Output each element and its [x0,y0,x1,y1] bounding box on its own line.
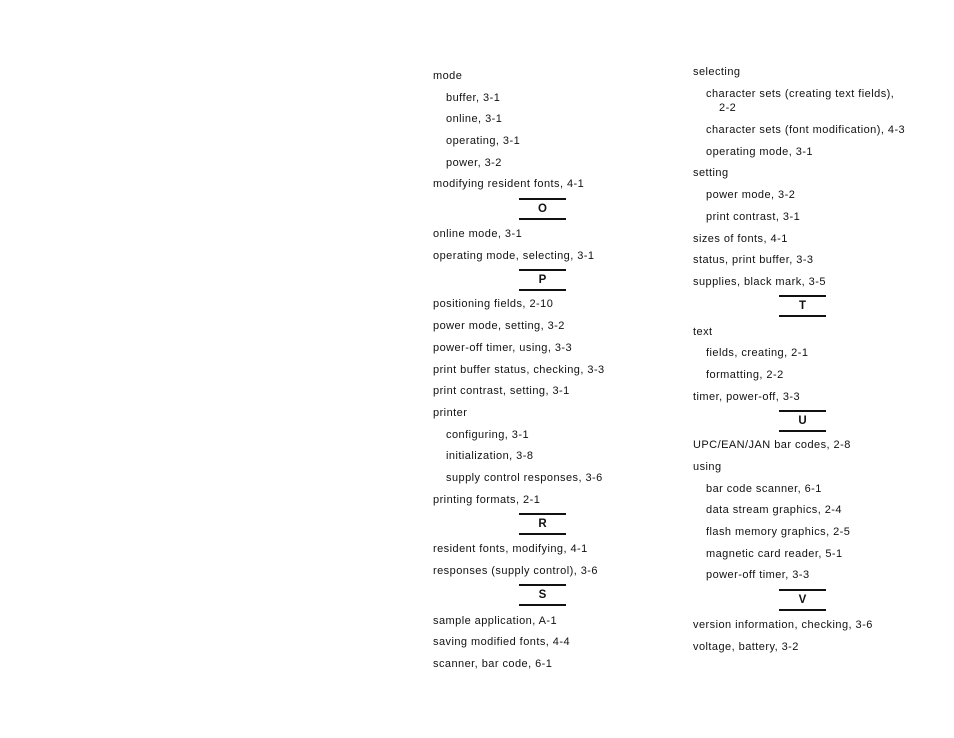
index-entry: online mode, 3-1 [433,228,523,240]
section-letter-s: S [519,584,566,606]
section-letter-u: U [779,410,826,432]
index-entry: resident fonts, modifying, 4-1 [433,543,588,555]
index-subentry: online, 3-1 [446,113,503,125]
index-entry: sizes of fonts, 4-1 [693,233,788,245]
section-letter-o: O [519,198,566,220]
index-entry: version information, checking, 3-6 [693,619,873,631]
index-entry: timer, power-off, 3-3 [693,391,801,403]
index-subentry-continued: 2-2 [719,102,737,114]
index-subentry: operating mode, 3-1 [706,146,814,158]
index-entry: print contrast, setting, 3-1 [433,385,570,397]
index-subentry: supply control responses, 3-6 [446,472,603,484]
index-subentry: formatting, 2-2 [706,369,784,381]
index-subentry: buffer, 3-1 [446,92,501,104]
index-entry: scanner, bar code, 6-1 [433,658,553,670]
index-entry: power-off timer, using, 3-3 [433,342,573,354]
section-letter-t: T [779,295,826,317]
index-entry: printer [433,407,468,419]
index-subentry: magnetic card reader, 5-1 [706,548,843,560]
index-subentry: character sets (font modification), 4-3 [706,124,906,136]
index-subentry: print contrast, 3-1 [706,211,801,223]
index-subentry: character sets (creating text fields), [706,88,895,100]
index-entry: voltage, battery, 3-2 [693,641,799,653]
index-entry: sample application, A-1 [433,615,558,627]
index-subentry: power mode, 3-2 [706,189,796,201]
index-subentry: power, 3-2 [446,157,502,169]
index-entry: modifying resident fonts, 4-1 [433,178,585,190]
index-entry: status, print buffer, 3-3 [693,254,814,266]
index-entry: using [693,461,722,473]
index-subentry: initialization, 3-8 [446,450,534,462]
index-entry: responses (supply control), 3-6 [433,565,598,577]
index-entry: printing formats, 2-1 [433,494,541,506]
index-subentry: fields, creating, 2-1 [706,347,809,359]
section-letter-v: V [779,589,826,611]
index-entry: UPC/EAN/JAN bar codes, 2-8 [693,439,851,451]
section-letter-r: R [519,513,566,535]
index-subentry: bar code scanner, 6-1 [706,483,822,495]
index-subentry: data stream graphics, 2-4 [706,504,842,516]
index-subentry: power-off timer, 3-3 [706,569,810,581]
index-entry: setting [693,167,729,179]
index-entry: positioning fields, 2-10 [433,298,554,310]
index-subentry: flash memory graphics, 2-5 [706,526,851,538]
index-entry: supplies, black mark, 3-5 [693,276,826,288]
index-entry: print buffer status, checking, 3-3 [433,364,605,376]
index-entry: selecting [693,66,741,78]
index-entry: mode [433,70,463,82]
index-entry: saving modified fonts, 4-4 [433,636,571,648]
index-entry: operating mode, selecting, 3-1 [433,250,595,262]
index-entry: power mode, setting, 3-2 [433,320,565,332]
index-subentry: configuring, 3-1 [446,429,530,441]
index-entry: text [693,326,713,338]
section-letter-p: P [519,269,566,291]
index-subentry: operating, 3-1 [446,135,521,147]
